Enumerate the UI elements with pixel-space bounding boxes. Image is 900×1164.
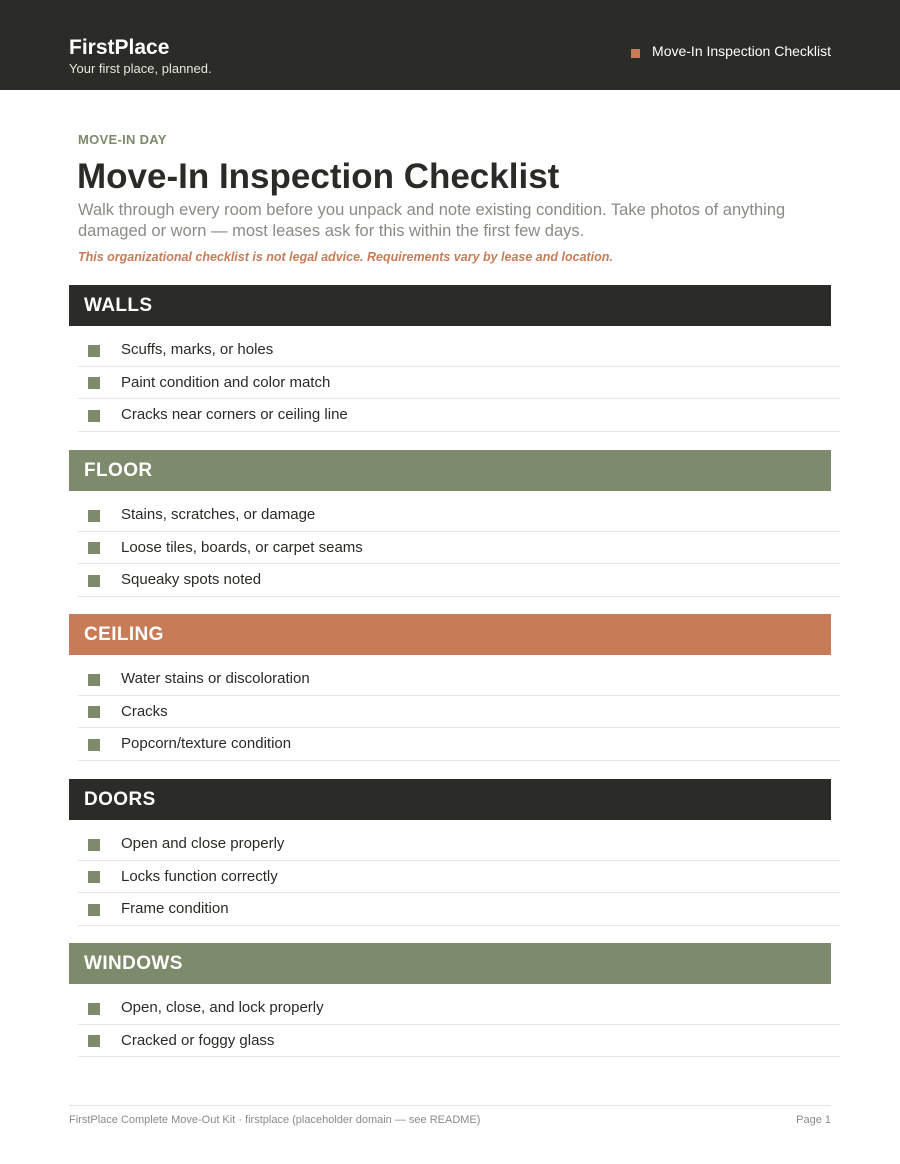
checklist-item-label: Frame condition [121,900,229,918]
brand-tagline: Your first place, planned. [69,61,212,76]
checklist-item-label: Open and close properly [121,835,285,853]
checklist-item[interactable] [78,367,840,400]
checklist [78,499,840,597]
checklist-item-label: Water stains or discoloration [121,670,310,688]
footer-divider [69,1105,831,1106]
checklist-item[interactable] [78,696,840,729]
checklist-item-label: Squeaky spots noted [121,571,262,589]
page-number: Page 1 [796,1114,831,1126]
disclaimer-note: This organizational checklist is not legal advice. Requirements vary by lease and location. [78,250,613,264]
footer-text: FirstPlace Complete Move-Out Kit · firstplace (placeholder domain — see README) [69,1114,481,1126]
checklist-item[interactable] [78,564,840,597]
checklist-item-label: Loose tiles, boards, or carpet seams [121,538,363,556]
checklist-item-label: Popcorn/texture condition [121,735,292,753]
section-doors [69,779,840,926]
checklist-item-label: Cracks near corners or ceiling line [121,406,348,424]
checklist-item-label: Locks function correctly [121,867,278,885]
checklist-item[interactable] [78,828,840,861]
checklist-item[interactable] [78,728,840,761]
square-icon [631,49,640,58]
checkbox-icon[interactable] [88,1035,100,1047]
checkbox-icon[interactable] [88,706,100,718]
checklist-item[interactable] [78,1025,840,1058]
checklist [78,663,840,761]
intro-paragraph: Walk through every room before you unpack and note existing condition. Take photos of anything damaged or worn — most leases ask for this within the first few days. [78,201,786,240]
eyebrow-label: MOVE-IN DAY [78,132,167,147]
checklist-item[interactable] [78,893,840,926]
checklist [78,334,840,432]
checkbox-icon[interactable] [88,410,100,422]
checklist-item[interactable] [78,861,840,894]
checkbox-icon[interactable] [88,575,100,587]
section-heading: CEILING [69,614,831,655]
checklist-item[interactable] [78,532,840,565]
checkbox-icon[interactable] [88,510,100,522]
checkbox-icon[interactable] [88,377,100,389]
brand-name: FirstPlace [69,36,170,59]
section-windows [69,943,840,1057]
section-walls [69,285,840,432]
page-title: Move-In Inspection Checklist [77,157,560,196]
section-floor [69,450,840,597]
checklist [78,828,840,926]
checklist-item[interactable] [78,992,840,1025]
checkbox-icon[interactable] [88,904,100,916]
checkbox-icon[interactable] [88,345,100,357]
section-heading: WALLS [69,285,831,326]
checklist-item-label: Scuffs, marks, or holes [121,341,274,359]
checkbox-icon[interactable] [88,542,100,554]
checkbox-icon[interactable] [88,839,100,851]
checkbox-icon[interactable] [88,1003,100,1015]
checklist-item-label: Cracked or foggy glass [121,1031,275,1049]
checklist-item-label: Open, close, and lock properly [121,999,324,1017]
checklist [78,992,840,1057]
section-heading: WINDOWS [69,943,831,984]
checkbox-icon[interactable] [88,871,100,883]
checklist-item-label: Paint condition and color match [121,373,331,391]
document-label [631,43,831,59]
checkbox-icon[interactable] [88,674,100,686]
section-heading: DOORS [69,779,831,820]
document-label-text: Move-In Inspection Checklist [652,43,831,59]
checklist-item-label: Stains, scratches, or damage [121,506,316,524]
checklist-item-label: Cracks [121,702,168,720]
checkbox-icon[interactable] [88,739,100,751]
section-heading: FLOOR [69,450,831,491]
top-banner [0,0,900,90]
checklist-item[interactable] [78,663,840,696]
checklist-item[interactable] [78,399,840,432]
checklist-item[interactable] [78,334,840,367]
checklist-item[interactable] [78,499,840,532]
section-ceiling [69,614,840,761]
